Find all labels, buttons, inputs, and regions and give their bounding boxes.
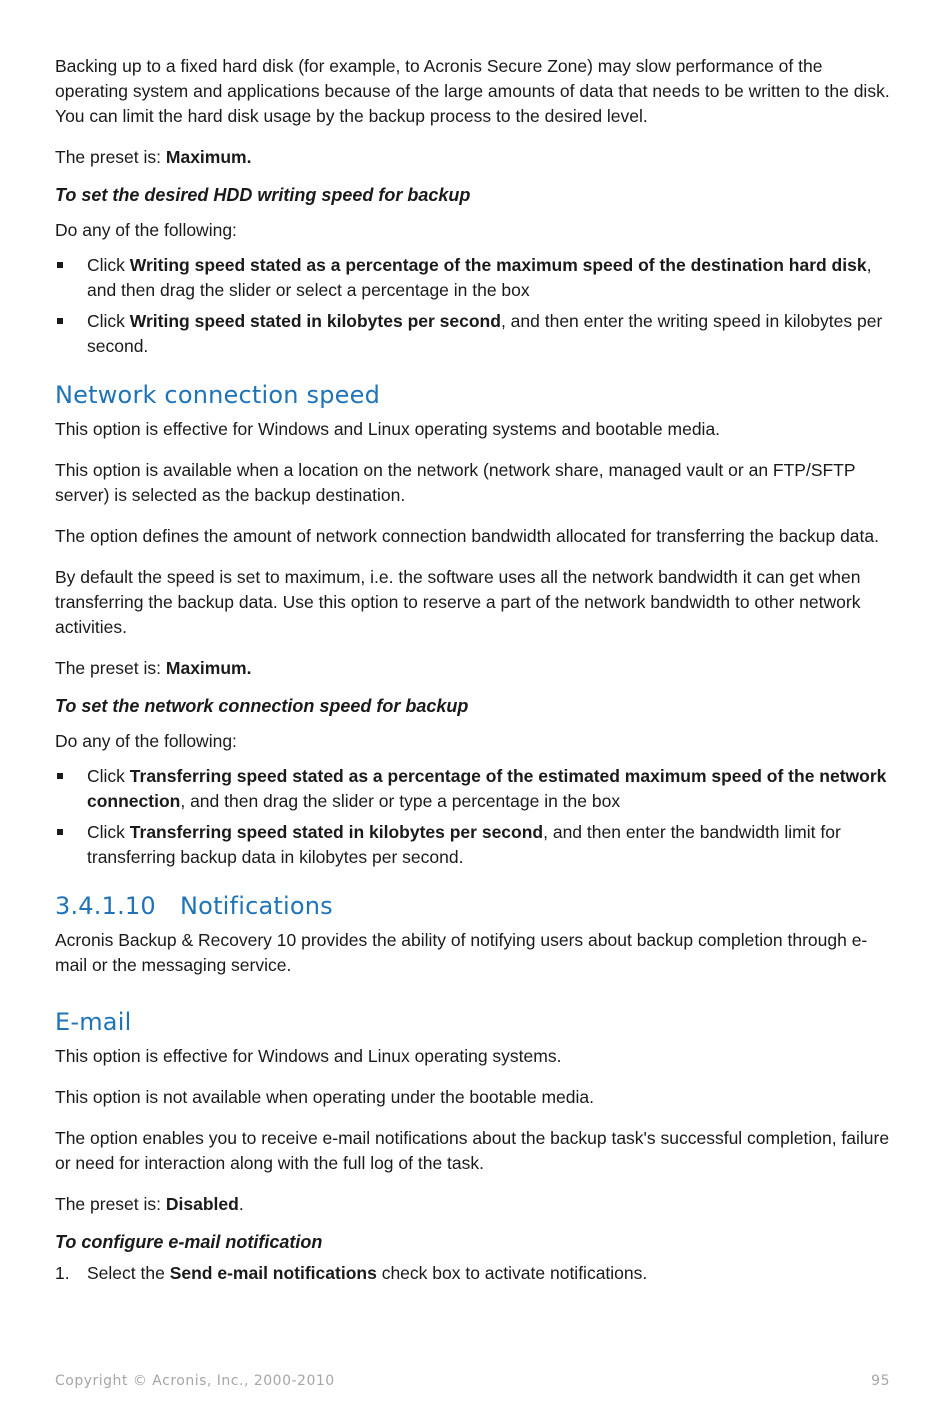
- item-suffix: check box to activate notifications.: [376, 1263, 648, 1283]
- list-item: [55, 764, 895, 814]
- item-option-name: Send e-mail notifications: [169, 1263, 377, 1283]
- square-bullet-icon: [57, 318, 63, 324]
- section-heading-email: E-mail: [55, 1008, 132, 1036]
- item-prefix: Click: [87, 822, 130, 842]
- preset-label: The preset is:: [55, 147, 166, 167]
- section-heading-network: Network connection speed: [55, 381, 381, 409]
- email-preset: [55, 1192, 895, 1217]
- list-item: [55, 820, 895, 870]
- network-paragraph-2: This option is available when a location on the network (network share, managed vault or an FTP/SFTP server) is selected as the backup destination.: [55, 460, 856, 505]
- item-suffix: , and then enter the writing speed in kilobytes per second.: [87, 311, 883, 356]
- do-any-text: Do any of the following:: [55, 220, 237, 240]
- notifications-paragraph: Acronis Backup & Recovery 10 provides the ability of notifying users about backup completion through e-mail or the messaging service.: [55, 930, 868, 975]
- bullet-list: [55, 764, 895, 870]
- item-option-name: Transferring speed stated in kilobytes per second: [129, 822, 544, 842]
- preset-value: Disabled: [165, 1194, 239, 1214]
- network-paragraph-1: This option is effective for Windows and Linux operating systems and bootable media.: [55, 419, 721, 439]
- square-bullet-icon: [57, 829, 63, 835]
- do-any-text: Do any of the following:: [55, 731, 237, 751]
- network-paragraph-4: By default the speed is set to maximum, i.e. the software uses all the network bandwidth it can get when transferring the backup data. Use this option to reserve a part of the network bandwidth to other network activities.: [55, 567, 861, 637]
- bullet-list: [55, 253, 895, 359]
- page-footer: [55, 1373, 890, 1389]
- item-prefix: Click: [87, 311, 130, 331]
- network-preset: [55, 656, 895, 681]
- list-item: [55, 1261, 895, 1286]
- item-suffix: , and then drag the slider or select a percentage in the box: [87, 255, 872, 300]
- item-option-name: Writing speed stated as a percentage of the maximum speed of the destination hard disk: [129, 255, 867, 275]
- section-heading-notifications: 3.4.1.10 Notifications: [55, 892, 333, 920]
- item-option-name: Transferring speed stated as a percentage of the estimated maximum speed of the network connection: [87, 766, 887, 811]
- item-suffix: , and then drag the slider or type a percentage in the box: [180, 791, 621, 811]
- numbered-list: [55, 1261, 895, 1286]
- preset-suffix: .: [238, 1194, 244, 1214]
- intro-preset: [55, 145, 895, 170]
- preset-label: The preset is:: [55, 1194, 166, 1214]
- square-bullet-icon: [57, 773, 63, 779]
- email-paragraph-2: This option is not available when operating under the bootable media.: [55, 1087, 594, 1107]
- preset-value: Maximum.: [165, 147, 252, 167]
- preset-label: The preset is:: [55, 658, 166, 678]
- item-prefix: Click: [87, 255, 130, 275]
- network-paragraph-3: The option defines the amount of network connection bandwidth allocated for transferring the backup data.: [55, 526, 879, 546]
- item-prefix: Click: [87, 766, 130, 786]
- page-number: 95: [871, 1373, 890, 1389]
- procedure-title: To set the network connection speed for backup: [55, 696, 469, 716]
- list-item: [55, 309, 895, 359]
- email-paragraph-3: The option enables you to receive e-mail notifications about the backup task's successful completion, failure or need for interaction along with the full log of the task.: [55, 1128, 890, 1173]
- list-item: [55, 253, 895, 303]
- step-number: 1.: [55, 1263, 70, 1283]
- item-option-name: Writing speed stated in kilobytes per second: [129, 311, 501, 331]
- preset-value: Maximum.: [165, 658, 252, 678]
- intro-paragraph: Backing up to a fixed hard disk (for example, to Acronis Secure Zone) may slow performance of the operating system and applications because of the large amounts of data that needs to be written to the disk. You can limit the hard disk usage by the backup process to the desired level.: [55, 56, 890, 126]
- procedure-title: To set the desired HDD writing speed for backup: [55, 185, 471, 205]
- item-suffix: , and then enter the bandwidth limit for transferring backup data in kilobytes per second.: [87, 822, 841, 867]
- document-page: [55, 54, 895, 1286]
- item-prefix: Select the: [87, 1263, 170, 1283]
- procedure-title: To configure e-mail notification: [55, 1232, 323, 1252]
- email-paragraph-1: This option is effective for Windows and Linux operating systems.: [55, 1046, 562, 1066]
- copyright-text: Copyright © Acronis, Inc., 2000-2010: [55, 1373, 335, 1389]
- square-bullet-icon: [57, 262, 63, 268]
